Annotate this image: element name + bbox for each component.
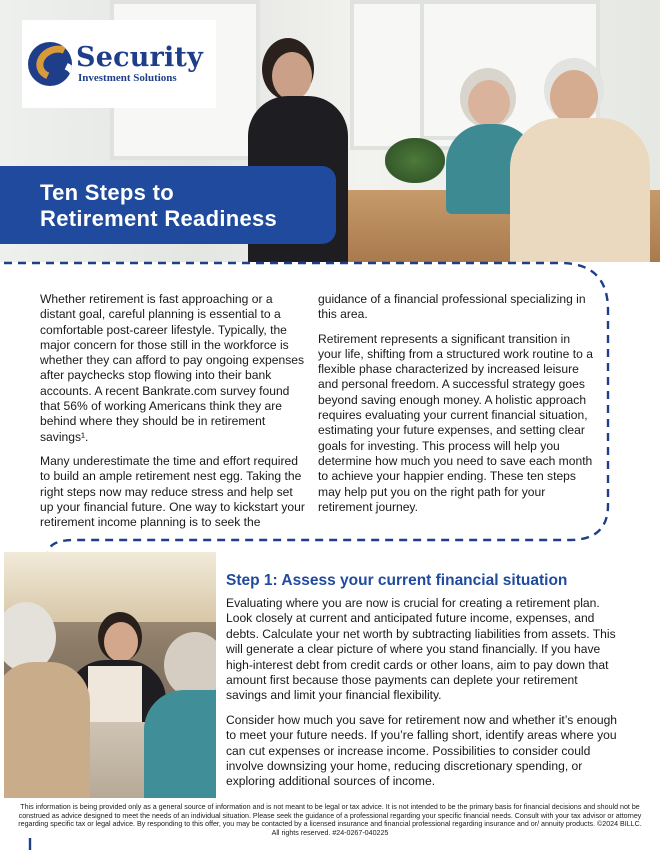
step1-photo	[4, 552, 216, 798]
intro-paragraph: Retirement represents a significant transition in your life, shifting from a structured work routine to a flexible phase characterized by increased leisure and personal freedom. A successful strategy goes beyond saving enough money. A holistic approach requires evaluating your current financial situation, estimating your future expenses, and setting clear goals for investing. This process will help you determine how much you need to save each month to achieve your happier ending. These ten steps may help put you on the right path for your retirement journey.	[318, 331, 593, 514]
s-swirl-logo-icon	[28, 42, 72, 86]
step1-heading	[226, 572, 646, 590]
logo-subtitle: Investment Solutions	[78, 72, 177, 84]
intro-left-column	[40, 292, 308, 539]
company-logo	[22, 20, 216, 108]
step1-number: Step 1:	[226, 572, 278, 589]
step1-body	[226, 596, 618, 799]
intro-paragraph: guidance of a financial professional specializing in this area.	[318, 292, 586, 322]
step1-paragraph: Consider how much you save for retirement now and whether it’s enough to meet your future needs. If you’re falling short, identify areas where you can cut expenses or increase income. Possibilities to consider could involve downsizing your home, reducing discretionary spending, or exploring additional sources of income.	[226, 712, 618, 789]
intro-paragraph: Many underestimate the time and effort required to build an ample retirement nest egg. Taking the right steps now may reduce stress and help set up your financial future. One way to kickstart your retirement income planning is to seek the	[40, 453, 305, 530]
logo-name: Security	[76, 42, 203, 73]
step1-paragraph: Evaluating where you are now is crucial for creating a retirement plan. Look closely at current and anticipated future income, expenses, and debts. Calculate your net worth by subtracting liabilities from assets. This will generate a clear picture of where you stand financially. If you have high-interest debt from credit cards or other loans, aim to pay down that amount first because those payments can deplete your retirement savings and limit your financial flexibility.	[226, 596, 616, 703]
intro-right-column	[318, 292, 594, 524]
intro-paragraph: Whether retirement is fast approaching or a distant goal, careful planning is essential to a comfortable post-career lifestyle. Typically, the major concern for those still in the workforce is whether they can afford to pay ongoing expenses after paychecks stop flowing into their bank accounts. A recent Bankrate.com survey found that 56% of working Americans think they are behind where they should be in retirement savings¹.	[40, 292, 305, 444]
page-title-line1: Ten Steps to	[40, 180, 174, 205]
page-title-banner	[0, 166, 336, 244]
legal-disclaimer: This information is being provided only as a general source of information and is not meant to be legal or tax advice. It is not intended to be the primary basis for financial decisions and should not be construed as advice designed to meet the needs of an individual situation. Please seek the guidance of a professional regarding your specific financial needs. Consult with your tax advisor or attorney regarding specific tax or legal advice. By responding to this offer, you may be contacted by a licensed insurance and financial professional regarding insurance and or/ annuity products. ©2024 BILLC. All rights reserved. #24-0267-040225	[18, 803, 642, 837]
page-title-line2: Retirement Readiness	[40, 206, 278, 231]
step1-title: Assess your current financial situation	[281, 572, 568, 589]
